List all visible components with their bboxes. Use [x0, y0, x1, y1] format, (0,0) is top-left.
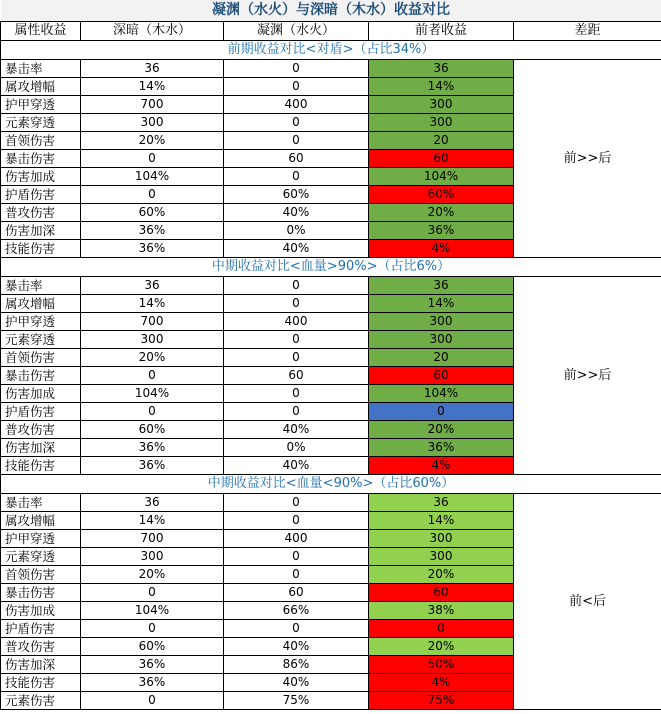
attr-cell[interactable]: 护甲穿透	[1, 313, 81, 331]
attr-cell[interactable]: 暴击伤害	[1, 584, 81, 602]
shenan-value-cell[interactable]: 104%	[81, 168, 224, 186]
shenan-value-cell[interactable]: 104%	[81, 602, 224, 620]
shenan-value-cell[interactable]: 20%	[81, 349, 224, 367]
ningyuan-value-cell[interactable]: 40%	[224, 457, 369, 475]
ningyuan-value-cell[interactable]: 0	[224, 295, 369, 313]
shenan-value-cell[interactable]: 36%	[81, 240, 224, 258]
shenan-value-cell[interactable]: 36	[81, 494, 224, 512]
gain-value-cell[interactable]: 20%	[369, 638, 514, 656]
gain-value-cell[interactable]: 20	[369, 349, 514, 367]
shenan-value-cell[interactable]: 300	[81, 548, 224, 566]
shenan-value-cell[interactable]: 0	[81, 150, 224, 168]
shenan-value-cell[interactable]: 36%	[81, 439, 224, 457]
shenan-value-cell[interactable]: 36%	[81, 222, 224, 240]
attr-cell[interactable]: 伤害加深	[1, 222, 81, 240]
gain-value-cell[interactable]: 4%	[369, 240, 514, 258]
gain-value-cell[interactable]: 36%	[369, 222, 514, 240]
gain-value-cell[interactable]: 20%	[369, 566, 514, 584]
ningyuan-value-cell[interactable]: 0	[224, 494, 369, 512]
gain-value-cell[interactable]: 4%	[369, 674, 514, 692]
header-attr[interactable]: 属性收益	[1, 22, 81, 41]
gain-value-cell[interactable]: 60	[369, 150, 514, 168]
ningyuan-value-cell[interactable]: 60	[224, 584, 369, 602]
shenan-value-cell[interactable]: 14%	[81, 295, 224, 313]
shenan-value-cell[interactable]: 36	[81, 60, 224, 78]
gain-value-cell[interactable]: 14%	[369, 512, 514, 530]
header-ningyuan[interactable]: 凝渊（水火）	[224, 22, 369, 41]
shenan-value-cell[interactable]: 60%	[81, 204, 224, 222]
gain-value-cell[interactable]: 300	[369, 114, 514, 132]
gain-value-cell[interactable]: 14%	[369, 78, 514, 96]
attr-cell[interactable]: 护甲穿透	[1, 530, 81, 548]
ningyuan-value-cell[interactable]: 60	[224, 150, 369, 168]
gap-cell[interactable]: 前>>后	[514, 60, 661, 258]
gain-value-cell[interactable]: 36	[369, 60, 514, 78]
section-title[interactable]: 中期收益对比<血量<90%>（占比60%）	[1, 475, 661, 494]
shenan-value-cell[interactable]: 20%	[81, 132, 224, 150]
ningyuan-value-cell[interactable]: 400	[224, 313, 369, 331]
ningyuan-value-cell[interactable]: 0	[224, 385, 369, 403]
sheet-title[interactable]: 凝渊（水火）与深暗（木水）收益对比	[1, 0, 661, 22]
ningyuan-value-cell[interactable]: 0	[224, 548, 369, 566]
attr-cell[interactable]: 首领伤害	[1, 349, 81, 367]
ningyuan-value-cell[interactable]: 0	[224, 620, 369, 638]
shenan-value-cell[interactable]: 104%	[81, 385, 224, 403]
shenan-value-cell[interactable]: 700	[81, 530, 224, 548]
ningyuan-value-cell[interactable]: 0	[224, 277, 369, 295]
shenan-value-cell[interactable]: 0	[81, 584, 224, 602]
shenan-value-cell[interactable]: 0	[81, 620, 224, 638]
ningyuan-value-cell[interactable]: 0	[224, 78, 369, 96]
gain-value-cell[interactable]: 300	[369, 331, 514, 349]
gain-value-cell[interactable]: 20%	[369, 204, 514, 222]
ningyuan-value-cell[interactable]: 60%	[224, 186, 369, 204]
attr-cell[interactable]: 技能伤害	[1, 457, 81, 475]
gain-value-cell[interactable]: 20	[369, 132, 514, 150]
gain-value-cell[interactable]: 75%	[369, 692, 514, 710]
header-shenan[interactable]: 深暗（木水）	[81, 22, 224, 41]
shenan-value-cell[interactable]: 300	[81, 331, 224, 349]
gain-value-cell[interactable]: 60%	[369, 186, 514, 204]
ningyuan-value-cell[interactable]: 0	[224, 512, 369, 530]
attr-cell[interactable]: 暴击率	[1, 494, 81, 512]
ningyuan-value-cell[interactable]: 400	[224, 96, 369, 114]
shenan-value-cell[interactable]: 300	[81, 114, 224, 132]
attr-cell[interactable]: 普攻伤害	[1, 421, 81, 439]
gain-value-cell[interactable]: 0	[369, 403, 514, 421]
gain-value-cell[interactable]: 300	[369, 313, 514, 331]
attr-cell[interactable]: 护盾伤害	[1, 620, 81, 638]
attr-cell[interactable]: 首领伤害	[1, 132, 81, 150]
attr-cell[interactable]: 元素穿透	[1, 331, 81, 349]
attr-cell[interactable]: 伤害加成	[1, 385, 81, 403]
section-header-row	[1, 475, 661, 494]
gain-value-cell[interactable]: 104%	[369, 385, 514, 403]
attr-cell[interactable]: 伤害加深	[1, 656, 81, 674]
gain-value-cell[interactable]: 300	[369, 96, 514, 114]
ningyuan-value-cell[interactable]: 0	[224, 114, 369, 132]
table-row	[1, 494, 661, 512]
gain-value-cell[interactable]: 60	[369, 584, 514, 602]
table-body	[1, 0, 661, 710]
gain-value-cell[interactable]: 300	[369, 548, 514, 566]
shenan-value-cell[interactable]: 14%	[81, 78, 224, 96]
ningyuan-value-cell[interactable]: 400	[224, 530, 369, 548]
gain-value-cell[interactable]: 14%	[369, 295, 514, 313]
attr-cell[interactable]: 元素穿透	[1, 114, 81, 132]
ningyuan-value-cell[interactable]: 40%	[224, 240, 369, 258]
gain-value-cell[interactable]: 36	[369, 494, 514, 512]
shenan-value-cell[interactable]: 0	[81, 403, 224, 421]
section-header-row	[1, 41, 661, 60]
ningyuan-value-cell[interactable]: 40%	[224, 638, 369, 656]
attr-cell[interactable]: 属攻增幅	[1, 295, 81, 313]
attr-cell[interactable]: 属攻增幅	[1, 512, 81, 530]
header-row	[1, 22, 661, 41]
gap-cell[interactable]: 前<后	[514, 494, 661, 710]
gain-value-cell[interactable]: 38%	[369, 602, 514, 620]
ningyuan-value-cell[interactable]: 0%	[224, 439, 369, 457]
section-header-row	[1, 258, 661, 277]
attr-cell[interactable]: 伤害加成	[1, 168, 81, 186]
ningyuan-value-cell[interactable]: 60	[224, 367, 369, 385]
ningyuan-value-cell[interactable]: 40%	[224, 674, 369, 692]
attr-cell[interactable]: 暴击率	[1, 60, 81, 78]
ningyuan-value-cell[interactable]: 0	[224, 331, 369, 349]
gain-value-cell[interactable]: 4%	[369, 457, 514, 475]
attr-cell[interactable]: 技能伤害	[1, 240, 81, 258]
shenan-value-cell[interactable]: 0	[81, 186, 224, 204]
gain-value-cell[interactable]: 36	[369, 277, 514, 295]
ningyuan-value-cell[interactable]: 0	[224, 349, 369, 367]
attr-cell[interactable]: 伤害加成	[1, 602, 81, 620]
attr-cell[interactable]: 元素伤害	[1, 692, 81, 710]
gain-value-cell[interactable]: 104%	[369, 168, 514, 186]
ningyuan-value-cell[interactable]: 86%	[224, 656, 369, 674]
header-gain[interactable]: 前者收益	[369, 22, 514, 41]
shenan-value-cell[interactable]: 36%	[81, 656, 224, 674]
attr-cell[interactable]: 护盾伤害	[1, 186, 81, 204]
shenan-value-cell[interactable]: 20%	[81, 566, 224, 584]
gap-cell[interactable]: 前>>后	[514, 277, 661, 475]
section-title[interactable]: 前期收益对比<对盾>（占比34%）	[1, 41, 661, 60]
gain-value-cell[interactable]: 20%	[369, 421, 514, 439]
title-row	[1, 0, 661, 22]
ningyuan-value-cell[interactable]: 66%	[224, 602, 369, 620]
shenan-value-cell[interactable]: 14%	[81, 512, 224, 530]
attr-cell[interactable]: 伤害加深	[1, 439, 81, 457]
attr-cell[interactable]: 暴击伤害	[1, 150, 81, 168]
attr-cell[interactable]: 护盾伤害	[1, 403, 81, 421]
ningyuan-value-cell[interactable]: 0%	[224, 222, 369, 240]
attr-cell[interactable]: 护甲穿透	[1, 96, 81, 114]
shenan-value-cell[interactable]: 0	[81, 692, 224, 710]
shenan-value-cell[interactable]: 36	[81, 277, 224, 295]
shenan-value-cell[interactable]: 700	[81, 313, 224, 331]
ningyuan-value-cell[interactable]: 0	[224, 132, 369, 150]
attr-cell[interactable]: 属攻增幅	[1, 78, 81, 96]
shenan-value-cell[interactable]: 36%	[81, 674, 224, 692]
ningyuan-value-cell[interactable]: 40%	[224, 204, 369, 222]
table-row	[1, 277, 661, 295]
shenan-value-cell[interactable]: 60%	[81, 638, 224, 656]
ningyuan-value-cell[interactable]: 0	[224, 168, 369, 186]
gain-value-cell[interactable]: 0	[369, 620, 514, 638]
attr-cell[interactable]: 暴击伤害	[1, 367, 81, 385]
ningyuan-value-cell[interactable]: 40%	[224, 421, 369, 439]
gain-value-cell[interactable]: 50%	[369, 656, 514, 674]
gain-value-cell[interactable]: 300	[369, 530, 514, 548]
attr-cell[interactable]: 首领伤害	[1, 566, 81, 584]
attr-cell[interactable]: 技能伤害	[1, 674, 81, 692]
table-row	[1, 60, 661, 78]
gain-value-cell[interactable]: 36%	[369, 439, 514, 457]
ningyuan-value-cell[interactable]: 0	[224, 403, 369, 421]
ningyuan-value-cell[interactable]: 0	[224, 566, 369, 584]
ningyuan-value-cell[interactable]: 0	[224, 60, 369, 78]
shenan-value-cell[interactable]: 0	[81, 367, 224, 385]
attr-cell[interactable]: 暴击率	[1, 277, 81, 295]
shenan-value-cell[interactable]: 36%	[81, 457, 224, 475]
attr-cell[interactable]: 普攻伤害	[1, 638, 81, 656]
header-gap[interactable]: 差距	[514, 22, 661, 41]
shenan-value-cell[interactable]: 700	[81, 96, 224, 114]
attr-cell[interactable]: 元素穿透	[1, 548, 81, 566]
attr-cell[interactable]: 普攻伤害	[1, 204, 81, 222]
shenan-value-cell[interactable]: 60%	[81, 421, 224, 439]
gain-value-cell[interactable]: 60	[369, 367, 514, 385]
section-title[interactable]: 中期收益对比<血量>90%>（占比6%）	[1, 258, 661, 277]
ningyuan-value-cell[interactable]: 75%	[224, 692, 369, 710]
